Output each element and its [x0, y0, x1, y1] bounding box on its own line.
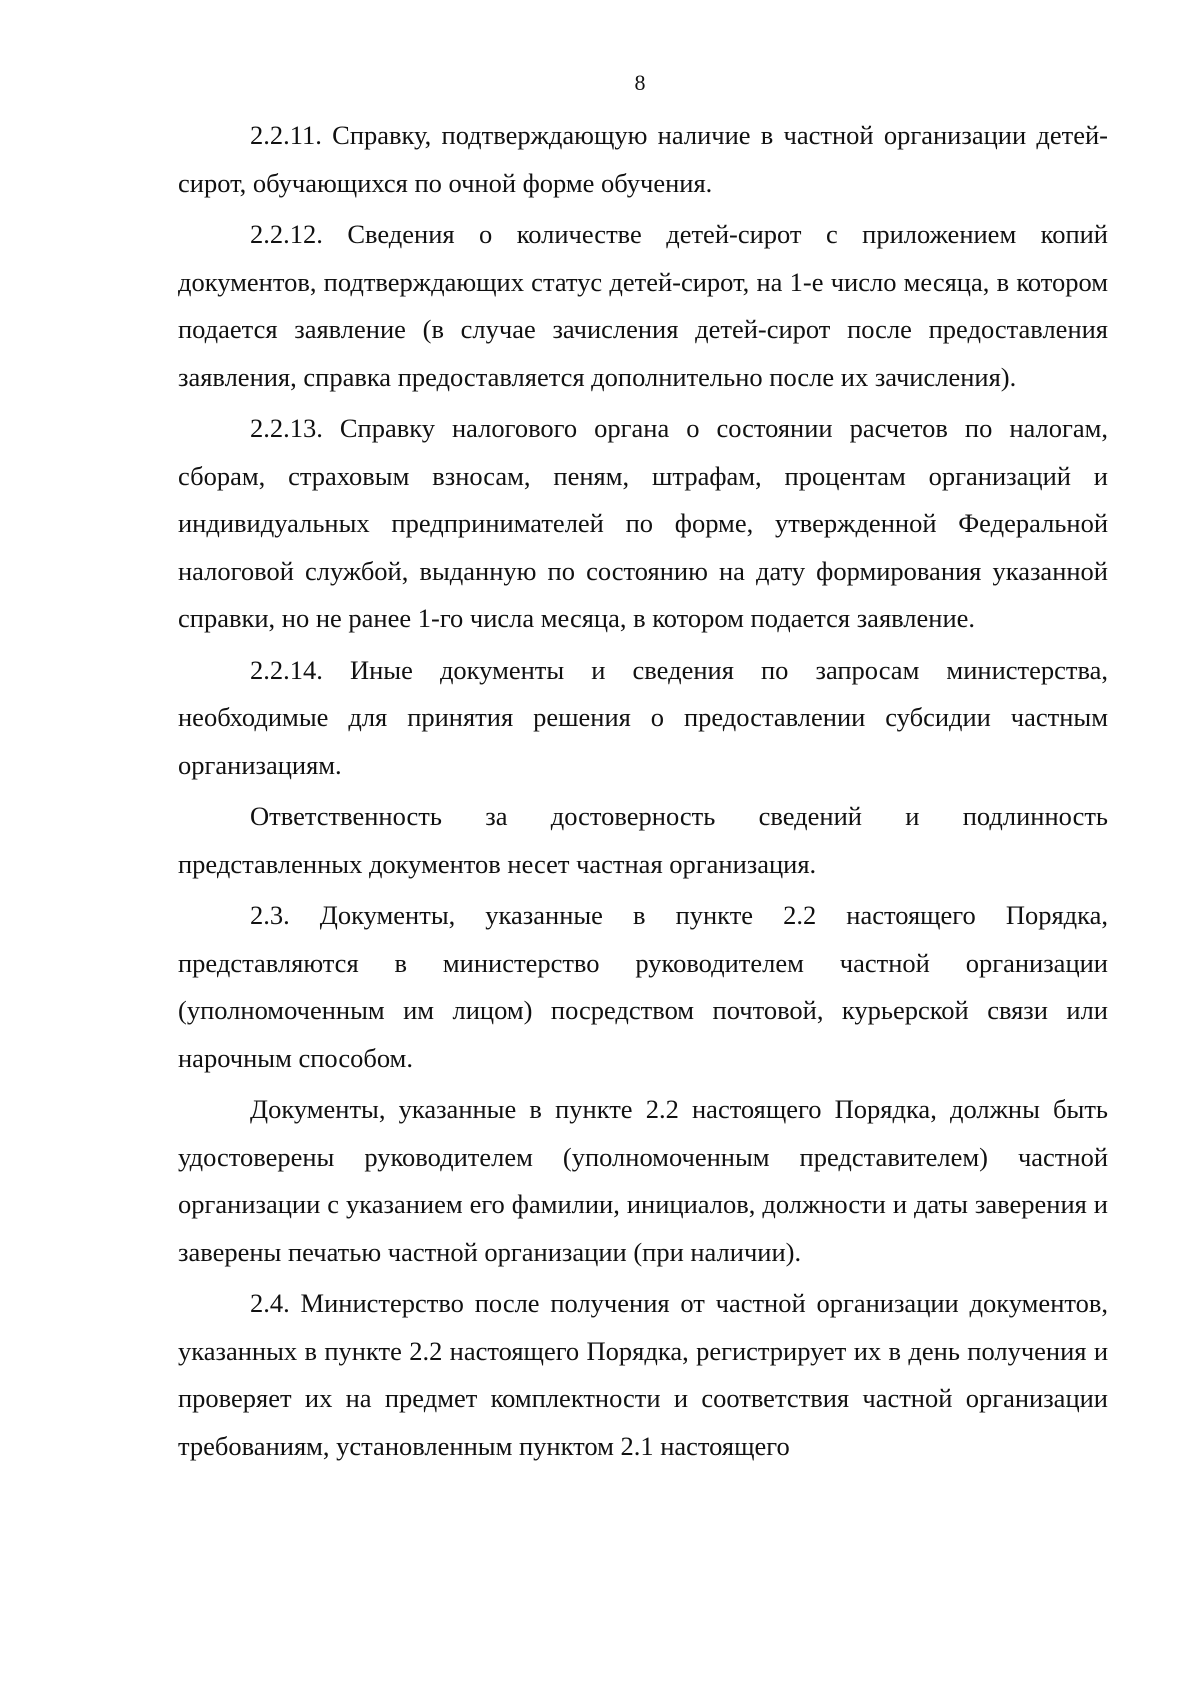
paragraph-2-2-12: 2.2.12. Сведения о количестве детей-сирот с приложением копий документов, подтверждающих статус детей-сирот, на 1-е число месяца, в котором подается заявление (в случае зачисления детей-сирот после предоставления заявления, справка предоставляется дополнительно после их зачисления). [178, 219, 1108, 392]
paragraph-2-4: 2.4. Министерство после получения от частной организации документов, указанных в пункте 2.2 настоящего Порядка, регистрирует их в день получения и проверяет их на предмет комплектности и соответствия частной организации требованиям, установленным пунктом 2.1 настоящего [178, 1288, 1108, 1461]
paragraph-2-2-11: 2.2.11. Справку, подтверждающую наличие в частной организации детей-сирот, обучающихся по очной форме обучения. [178, 120, 1108, 198]
page-number: 8 [634, 70, 646, 95]
document-body [178, 112, 1108, 1470]
paragraph-2-2-13: 2.2.13. Справку налогового органа о состоянии расчетов по налогам, сборам, страховым взносам, пеням, штрафам, процентам организаций и индивидуальных предпринимателей по форме, утвержденной Федеральной налоговой службой, выданную по состоянию на дату формирования указанной справки, но не ранее 1-го числа месяца, в котором подается заявление. [178, 413, 1108, 633]
paragraph-certification: Документы, указанные в пункте 2.2 настоящего Порядка, должны быть удостоверены руководителем (уполномоченным представителем) частной организации с указанием его фамилии, инициалов, должности и даты заверения и заверены печатью частной организации (при наличии). [178, 1094, 1108, 1267]
paragraph-responsibility: Ответственность за достоверность сведений и подлинность представленных документов несет частная организация. [178, 801, 1108, 879]
paragraph-2-3: 2.3. Документы, указанные в пункте 2.2 настоящего Порядка, представляются в министерство руководителем частной организации (уполномоченным им лицом) посредством почтовой, курьерской связи или нарочным способом. [178, 900, 1108, 1073]
paragraph-2-2-14: 2.2.14. Иные документы и сведения по запросам министерства, необходимые для принятия решения о предоставлении субсидии частным организациям. [178, 654, 1108, 780]
